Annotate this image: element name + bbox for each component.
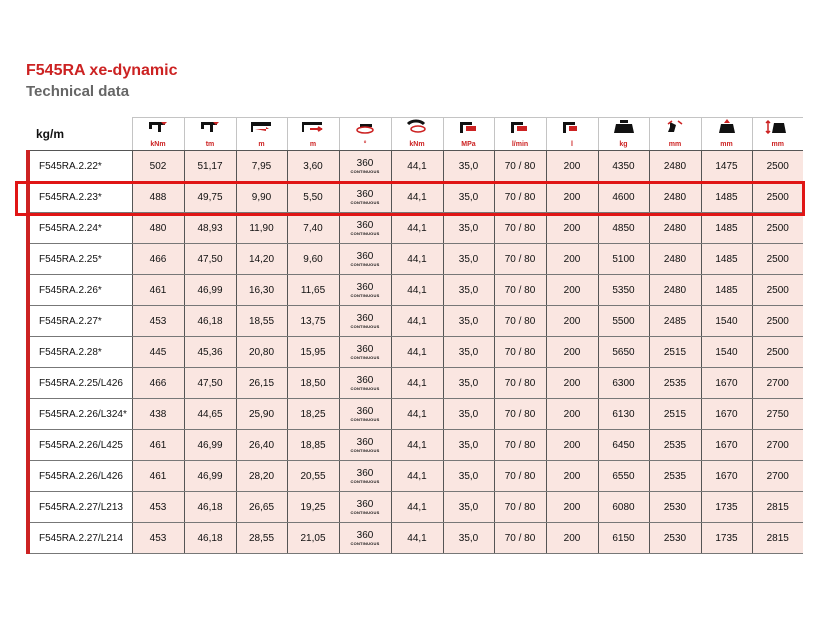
table-row xyxy=(28,492,803,523)
value-cell: 35,0 xyxy=(443,461,494,492)
value-cell: 35,0 xyxy=(443,337,494,368)
column-icon-cell xyxy=(391,118,443,140)
value-cell: 6150 xyxy=(598,523,649,554)
value-cell: 26,40 xyxy=(236,430,287,461)
value-cell: 2700 xyxy=(752,368,803,399)
lifting-moment-tm-icon xyxy=(195,118,225,134)
value-cell: 16,30 xyxy=(236,275,287,306)
value-cell: 2500 xyxy=(752,275,803,306)
value-cell: 9,90 xyxy=(236,182,287,213)
value-cell: 2515 xyxy=(649,337,701,368)
value-cell: 47,50 xyxy=(184,244,236,275)
column-unit-label: kNm xyxy=(391,139,443,151)
value-cell: 19,25 xyxy=(287,492,339,523)
value-cell: 453 xyxy=(132,523,184,554)
slewing-angle-icon xyxy=(350,118,380,134)
value-cell: 49,75 xyxy=(184,182,236,213)
value-cell: 35,0 xyxy=(443,523,494,554)
value-cell xyxy=(339,244,391,275)
slewing-degrees: 360 xyxy=(356,468,374,479)
slewing-degrees: 360 xyxy=(356,220,374,231)
value-cell: 200 xyxy=(546,275,598,306)
value-cell: 2485 xyxy=(649,306,701,337)
value-cell: 21,05 xyxy=(287,523,339,554)
value-cell: 2500 xyxy=(752,337,803,368)
value-cell: 35,0 xyxy=(443,151,494,182)
value-cell xyxy=(339,461,391,492)
value-cell: 480 xyxy=(132,213,184,244)
value-cell: 7,40 xyxy=(287,213,339,244)
value-cell: 2700 xyxy=(752,461,803,492)
value-cell xyxy=(339,306,391,337)
value-cell: 200 xyxy=(546,151,598,182)
flow-icon xyxy=(505,118,535,134)
value-cell: 2535 xyxy=(649,430,701,461)
value-cell: 200 xyxy=(546,337,598,368)
model-name-cell: F545RA.2.28* xyxy=(28,337,132,368)
value-cell: 70 / 80 xyxy=(494,151,546,182)
column-icon-cell xyxy=(649,118,701,140)
value-cell: 453 xyxy=(132,306,184,337)
value-cell: 1540 xyxy=(701,306,752,337)
value-cell: 4600 xyxy=(598,182,649,213)
value-cell: 45,36 xyxy=(184,337,236,368)
value-cell: 200 xyxy=(546,492,598,523)
value-cell: 7,95 xyxy=(236,151,287,182)
page-title: F545RA xe-dynamic xyxy=(26,62,178,79)
value-cell: 5,50 xyxy=(287,182,339,213)
value-cell: 25,90 xyxy=(236,399,287,430)
continuous-label: CONTINUOUS xyxy=(350,262,380,267)
column-icon-cell xyxy=(184,118,236,140)
table-row xyxy=(28,306,803,337)
value-cell: 4850 xyxy=(598,213,649,244)
slewing-degrees: 360 xyxy=(356,251,374,262)
column-unit-label: m xyxy=(236,139,287,151)
value-cell: 47,50 xyxy=(184,368,236,399)
value-cell: 2700 xyxy=(752,430,803,461)
value-cell: 3,60 xyxy=(287,151,339,182)
value-cell: 6450 xyxy=(598,430,649,461)
model-name-cell: F545RA.2.25* xyxy=(28,244,132,275)
value-cell: 200 xyxy=(546,213,598,244)
continuous-label: CONTINUOUS xyxy=(350,293,380,298)
table-row xyxy=(28,244,803,275)
value-cell: 2500 xyxy=(752,306,803,337)
table-row xyxy=(28,182,803,213)
value-cell xyxy=(339,275,391,306)
value-cell: 445 xyxy=(132,337,184,368)
continuous-label: CONTINUOUS xyxy=(350,200,380,205)
value-cell: 1475 xyxy=(701,151,752,182)
slewing-degrees: 360 xyxy=(356,406,374,417)
continuous-label: CONTINUOUS xyxy=(350,386,380,391)
value-cell xyxy=(339,523,391,554)
value-cell: 2500 xyxy=(752,213,803,244)
value-cell: 461 xyxy=(132,461,184,492)
value-cell: 44,1 xyxy=(391,244,443,275)
value-cell: 44,1 xyxy=(391,399,443,430)
value-cell: 2815 xyxy=(752,523,803,554)
table-row xyxy=(28,523,803,554)
model-name-cell: F545RA.2.27/L213 xyxy=(28,492,132,523)
model-name-cell: F545RA.2.27/L214 xyxy=(28,523,132,554)
column-icon-cell xyxy=(339,118,391,140)
value-cell: 51,17 xyxy=(184,151,236,182)
value-cell: 46,18 xyxy=(184,523,236,554)
value-cell: 200 xyxy=(546,523,598,554)
lifting-moment-icon xyxy=(143,118,173,134)
value-cell xyxy=(339,182,391,213)
column-unit-label: l xyxy=(546,139,598,151)
value-cell: 461 xyxy=(132,430,184,461)
value-cell: 35,0 xyxy=(443,306,494,337)
slewing-degrees: 360 xyxy=(356,499,374,510)
swing-width-icon xyxy=(763,118,793,134)
value-cell: 35,0 xyxy=(443,368,494,399)
value-cell xyxy=(339,430,391,461)
column-unit-label: l/min xyxy=(494,139,546,151)
column-unit-label: mm xyxy=(701,139,752,151)
value-cell: 18,55 xyxy=(236,306,287,337)
value-cell: 70 / 80 xyxy=(494,461,546,492)
value-cell: 70 / 80 xyxy=(494,275,546,306)
value-cell: 35,0 xyxy=(443,492,494,523)
value-cell: 44,1 xyxy=(391,368,443,399)
value-cell: 70 / 80 xyxy=(494,492,546,523)
value-cell: 200 xyxy=(546,182,598,213)
pressure-icon xyxy=(454,118,484,134)
value-cell: 2500 xyxy=(752,182,803,213)
weight-icon xyxy=(609,118,639,134)
value-cell xyxy=(339,492,391,523)
table-row xyxy=(28,430,803,461)
value-cell: 46,18 xyxy=(184,492,236,523)
table-row xyxy=(28,275,803,306)
value-cell: 4350 xyxy=(598,151,649,182)
slewing-degrees: 360 xyxy=(356,313,374,324)
value-cell: 5350 xyxy=(598,275,649,306)
value-cell: 2480 xyxy=(649,182,701,213)
value-cell: 70 / 80 xyxy=(494,430,546,461)
table-row xyxy=(28,399,803,430)
value-cell: 2480 xyxy=(649,213,701,244)
column-unit-label: MPa xyxy=(443,139,494,151)
table-row xyxy=(28,213,803,244)
value-cell: 35,0 xyxy=(443,244,494,275)
continuous-label: CONTINUOUS xyxy=(350,355,380,360)
continuous-label: CONTINUOUS xyxy=(350,231,380,236)
value-cell xyxy=(339,151,391,182)
value-cell: 466 xyxy=(132,368,184,399)
slewing-torque-icon xyxy=(402,118,432,134)
value-cell: 1485 xyxy=(701,182,752,213)
value-cell: 70 / 80 xyxy=(494,244,546,275)
table-row xyxy=(28,461,803,492)
value-cell: 1485 xyxy=(701,275,752,306)
value-cell: 453 xyxy=(132,492,184,523)
column-icon-cell xyxy=(701,118,752,140)
column-unit-label: tm xyxy=(184,139,236,151)
hydraulic-outreach-icon xyxy=(247,118,277,134)
value-cell: 2535 xyxy=(649,368,701,399)
value-cell: 46,99 xyxy=(184,430,236,461)
model-name-cell: F545RA.2.26* xyxy=(28,275,132,306)
value-cell: 26,65 xyxy=(236,492,287,523)
table-row xyxy=(28,368,803,399)
value-cell: 1670 xyxy=(701,399,752,430)
slewing-degrees: 360 xyxy=(356,282,374,293)
continuous-label: CONTINUOUS xyxy=(350,479,380,484)
column-icon-cell xyxy=(494,118,546,140)
slewing-degrees: 360 xyxy=(356,189,374,200)
slewing-degrees: 360 xyxy=(356,530,374,541)
value-cell: 2750 xyxy=(752,399,803,430)
model-name-cell: F545RA.2.26/L426 xyxy=(28,461,132,492)
value-cell: 44,65 xyxy=(184,399,236,430)
value-cell: 44,1 xyxy=(391,430,443,461)
value-cell: 1670 xyxy=(701,461,752,492)
value-cell: 6550 xyxy=(598,461,649,492)
value-cell: 46,18 xyxy=(184,306,236,337)
value-cell: 35,0 xyxy=(443,430,494,461)
column-unit-label: kg xyxy=(598,139,649,151)
value-cell: 1485 xyxy=(701,213,752,244)
column-unit-label: ° xyxy=(339,139,391,151)
value-cell: 6300 xyxy=(598,368,649,399)
installation-width-icon xyxy=(660,118,690,134)
value-cell: 14,20 xyxy=(236,244,287,275)
column-unit-label: mm xyxy=(649,139,701,151)
value-cell: 1485 xyxy=(701,244,752,275)
value-cell: 44,1 xyxy=(391,492,443,523)
value-cell: 70 / 80 xyxy=(494,306,546,337)
column-icon-cell xyxy=(598,118,649,140)
column-unit-label: mm xyxy=(752,139,803,151)
model-name-cell: F545RA.2.24* xyxy=(28,213,132,244)
value-cell: 70 / 80 xyxy=(494,337,546,368)
continuous-label: CONTINUOUS xyxy=(350,541,380,546)
value-cell: 2480 xyxy=(649,244,701,275)
value-cell: 461 xyxy=(132,275,184,306)
value-cell: 5100 xyxy=(598,244,649,275)
value-cell: 200 xyxy=(546,461,598,492)
value-cell: 48,93 xyxy=(184,213,236,244)
value-cell: 26,15 xyxy=(236,368,287,399)
column-icon-cell xyxy=(546,118,598,140)
value-cell: 70 / 80 xyxy=(494,399,546,430)
value-cell: 200 xyxy=(546,306,598,337)
value-cell: 200 xyxy=(546,244,598,275)
value-cell: 44,1 xyxy=(391,523,443,554)
value-cell: 70 / 80 xyxy=(494,523,546,554)
value-cell: 5500 xyxy=(598,306,649,337)
value-cell: 44,1 xyxy=(391,275,443,306)
value-cell: 46,99 xyxy=(184,275,236,306)
column-icon-cell xyxy=(752,118,803,140)
continuous-label: CONTINUOUS xyxy=(350,169,380,174)
value-cell: 20,80 xyxy=(236,337,287,368)
value-cell: 438 xyxy=(132,399,184,430)
manual-outreach-icon xyxy=(298,118,328,134)
value-cell: 2815 xyxy=(752,492,803,523)
table-row xyxy=(28,337,803,368)
table-row xyxy=(28,151,803,182)
continuous-label: CONTINUOUS xyxy=(350,448,380,453)
model-name-cell: F545RA.2.26/L324* xyxy=(28,399,132,430)
value-cell: 200 xyxy=(546,399,598,430)
spec-table xyxy=(26,117,803,554)
value-cell: 1540 xyxy=(701,337,752,368)
column-icon-cell xyxy=(287,118,339,140)
value-cell: 44,1 xyxy=(391,182,443,213)
value-cell: 2500 xyxy=(752,244,803,275)
unit-header: kg/m xyxy=(28,118,132,151)
value-cell: 35,0 xyxy=(443,182,494,213)
continuous-label: CONTINUOUS xyxy=(350,417,380,422)
value-cell: 2500 xyxy=(752,151,803,182)
value-cell: 9,60 xyxy=(287,244,339,275)
value-cell: 2535 xyxy=(649,461,701,492)
oil-tank-icon xyxy=(557,118,587,134)
value-cell: 502 xyxy=(132,151,184,182)
value-cell: 35,0 xyxy=(443,275,494,306)
value-cell: 46,99 xyxy=(184,461,236,492)
value-cell: 35,0 xyxy=(443,399,494,430)
value-cell xyxy=(339,213,391,244)
value-cell: 15,95 xyxy=(287,337,339,368)
value-cell: 44,1 xyxy=(391,213,443,244)
value-cell: 44,1 xyxy=(391,337,443,368)
slewing-degrees: 360 xyxy=(356,375,374,386)
value-cell: 2515 xyxy=(649,399,701,430)
value-cell: 2480 xyxy=(649,275,701,306)
continuous-label: CONTINUOUS xyxy=(350,510,380,515)
model-name-cell: F545RA.2.23* xyxy=(28,182,132,213)
value-cell: 1670 xyxy=(701,368,752,399)
value-cell: 70 / 80 xyxy=(494,182,546,213)
continuous-label: CONTINUOUS xyxy=(350,324,380,329)
slewing-degrees: 360 xyxy=(356,344,374,355)
value-cell xyxy=(339,399,391,430)
column-icon-cell xyxy=(443,118,494,140)
value-cell: 6080 xyxy=(598,492,649,523)
value-cell: 1735 xyxy=(701,492,752,523)
value-cell: 28,55 xyxy=(236,523,287,554)
value-cell xyxy=(339,337,391,368)
installation-space-icon xyxy=(712,118,742,134)
value-cell: 488 xyxy=(132,182,184,213)
value-cell: 44,1 xyxy=(391,306,443,337)
column-icon-cell xyxy=(132,118,184,140)
column-unit-label: kNm xyxy=(132,139,184,151)
column-icon-cell xyxy=(236,118,287,140)
model-name-cell: F545RA.2.25/L426 xyxy=(28,368,132,399)
value-cell: 44,1 xyxy=(391,461,443,492)
value-cell: 2480 xyxy=(649,151,701,182)
value-cell xyxy=(339,368,391,399)
value-cell: 2530 xyxy=(649,523,701,554)
value-cell: 70 / 80 xyxy=(494,213,546,244)
slewing-degrees: 360 xyxy=(356,158,374,169)
value-cell: 200 xyxy=(546,430,598,461)
value-cell: 44,1 xyxy=(391,151,443,182)
value-cell: 11,90 xyxy=(236,213,287,244)
value-cell: 11,65 xyxy=(287,275,339,306)
model-name-cell: F545RA.2.27* xyxy=(28,306,132,337)
value-cell: 18,85 xyxy=(287,430,339,461)
value-cell: 200 xyxy=(546,368,598,399)
value-cell: 466 xyxy=(132,244,184,275)
value-cell: 2530 xyxy=(649,492,701,523)
value-cell: 5650 xyxy=(598,337,649,368)
page-subtitle: Technical data xyxy=(26,83,130,100)
value-cell: 13,75 xyxy=(287,306,339,337)
model-name-cell: F545RA.2.22* xyxy=(28,151,132,182)
slewing-degrees: 360 xyxy=(356,437,374,448)
column-unit-label: m xyxy=(287,139,339,151)
value-cell: 18,25 xyxy=(287,399,339,430)
value-cell: 6130 xyxy=(598,399,649,430)
value-cell: 35,0 xyxy=(443,213,494,244)
value-cell: 1735 xyxy=(701,523,752,554)
value-cell: 28,20 xyxy=(236,461,287,492)
value-cell: 18,50 xyxy=(287,368,339,399)
value-cell: 1670 xyxy=(701,430,752,461)
model-name-cell: F545RA.2.26/L425 xyxy=(28,430,132,461)
value-cell: 20,55 xyxy=(287,461,339,492)
value-cell: 70 / 80 xyxy=(494,368,546,399)
